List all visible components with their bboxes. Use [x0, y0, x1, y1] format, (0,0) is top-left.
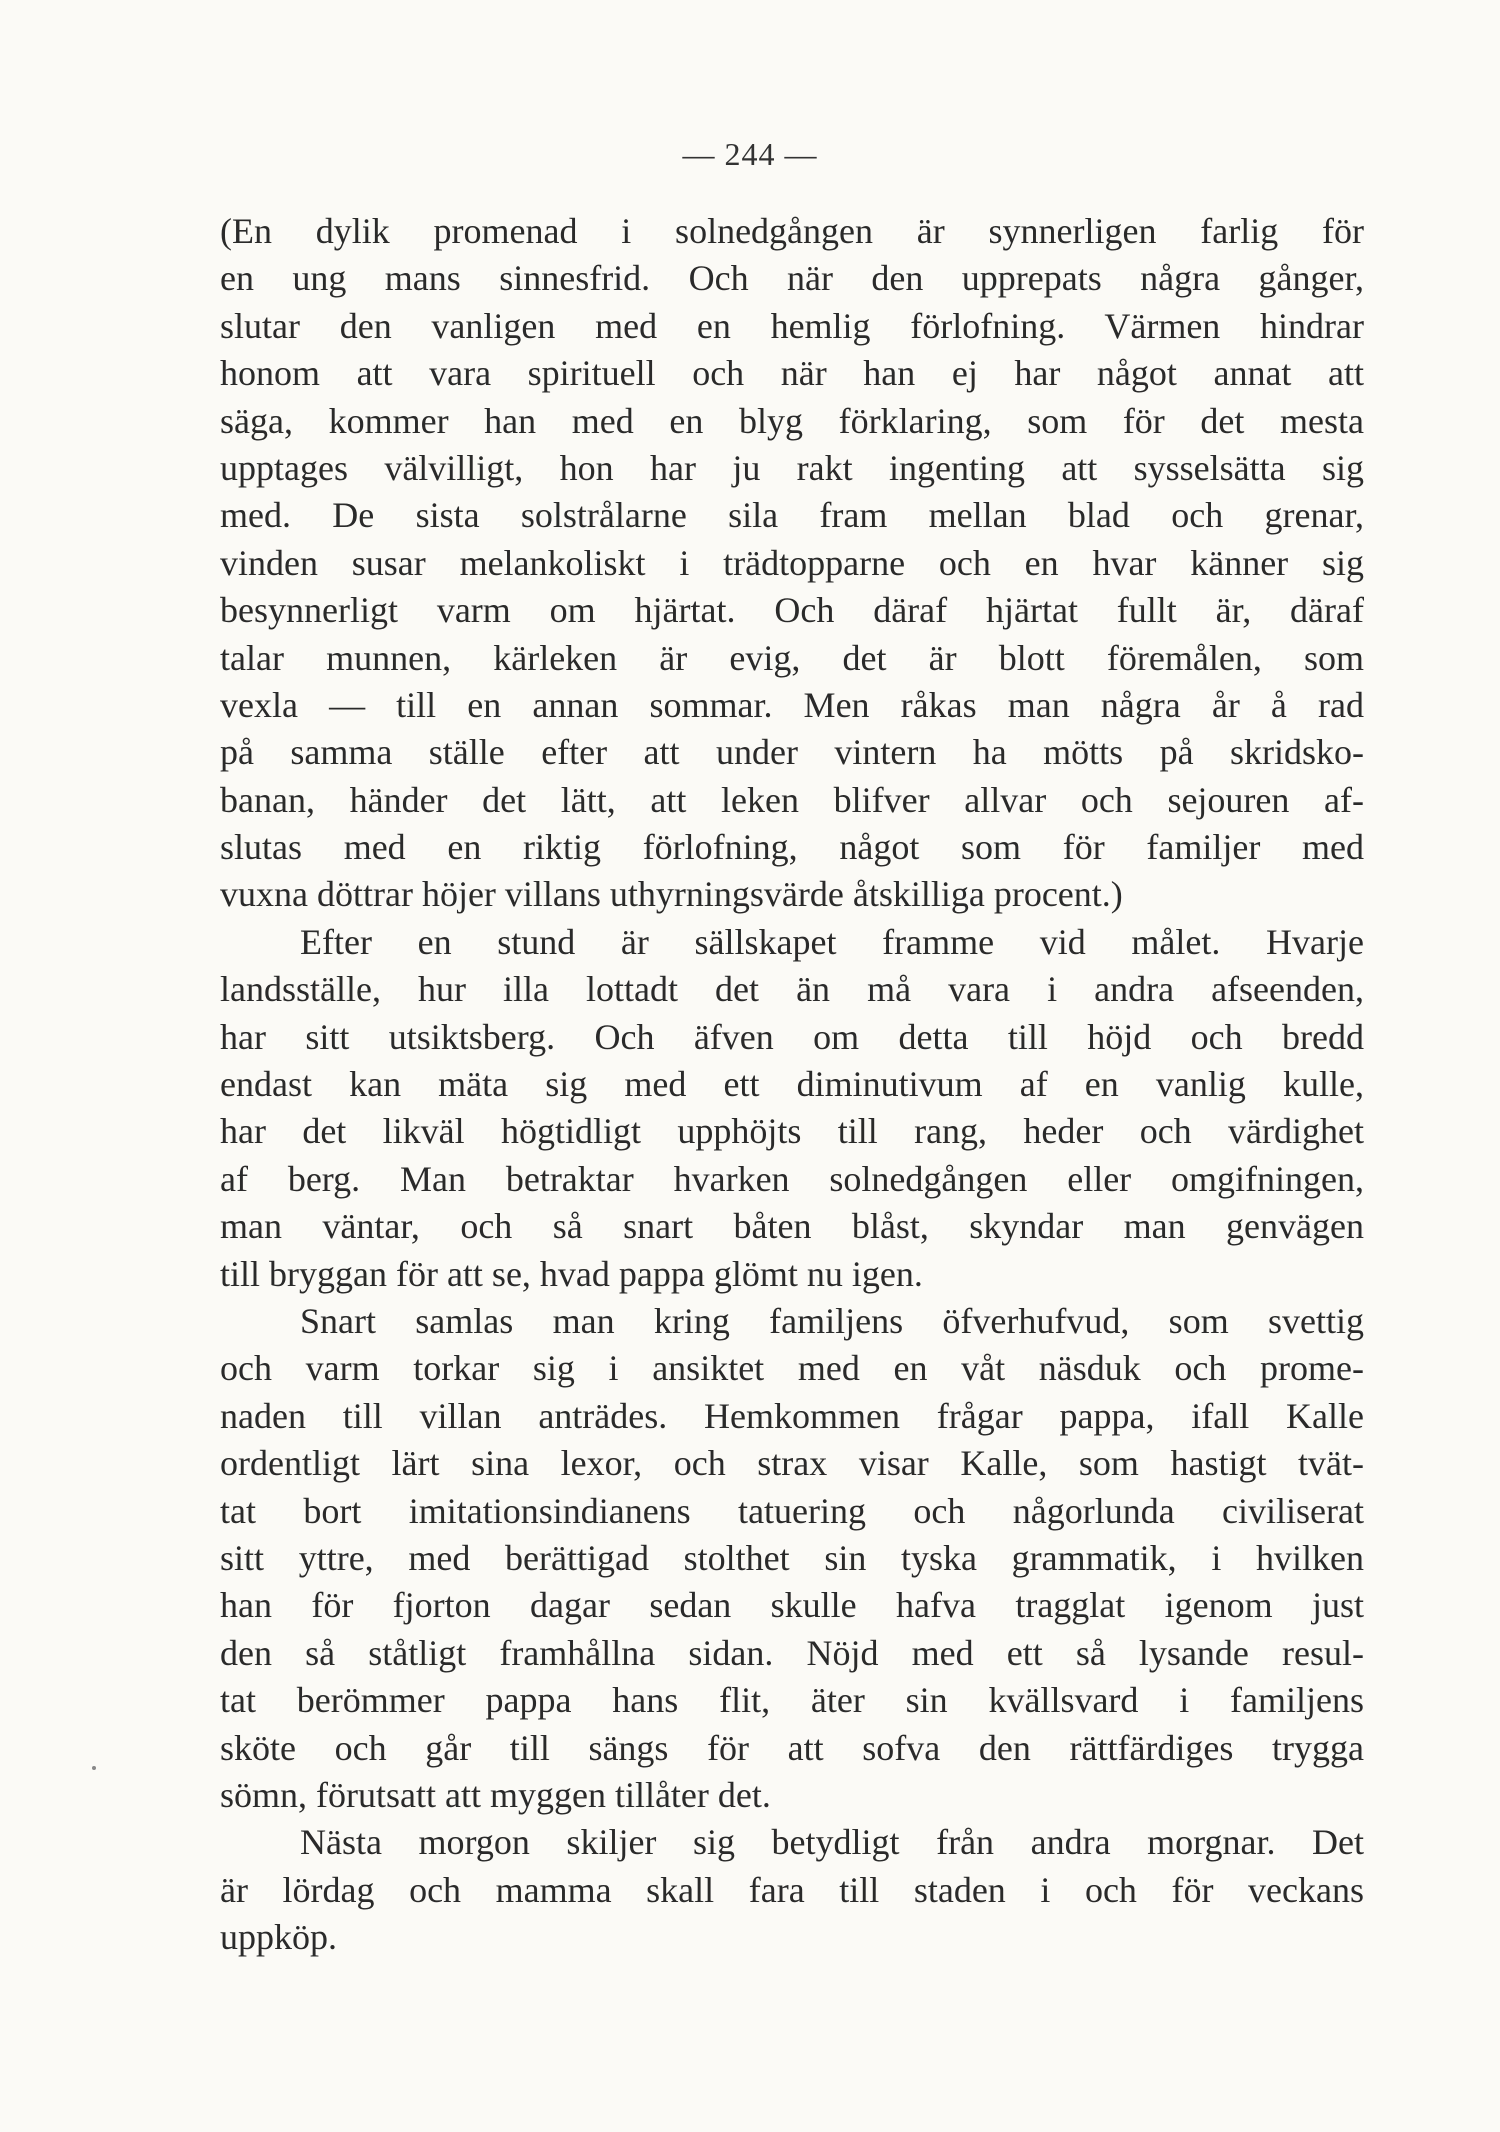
text-line: slutas med en riktig förlofning, något som för familjer med — [220, 827, 1364, 868]
text-line: har det likväl högtidligt upphöjts till rang, heder och värdighet — [220, 1111, 1364, 1152]
text-line: på samma ställe efter att under vintern ha mötts på skridsko- — [220, 732, 1364, 773]
text-line: af berg. Man betraktar hvarken solnedgången eller omgifningen, — [220, 1158, 1364, 1199]
text-line: han för fjorton dagar sedan skulle hafva tragglat igenom just — [220, 1585, 1364, 1626]
text-line: ordentligt lärt sina lexor, och strax visar Kalle, som hastigt tvät- — [220, 1443, 1364, 1484]
text-line: Nästa morgon skiljer sig betydligt från andra morgnar. Det — [300, 1822, 1364, 1863]
text-line: sköte och går till sängs för att sofva den rättfärdiges trygga — [220, 1727, 1364, 1768]
text-line: vuxna döttrar höjer villans uthyrningsvärde åtskilliga procent.) — [220, 874, 1123, 915]
text-line: slutar den vanligen med en hemlig förlofning. Värmen hindrar — [220, 305, 1364, 346]
text-line: den så ståtligt framhållna sidan. Nöjd med ett så lysande resul- — [220, 1632, 1364, 1673]
text-line: Snart samlas man kring familjens öfverhufvud, som svettig — [300, 1300, 1364, 1341]
text-line: endast kan mäta sig med ett diminutivum af en vanlig kulle, — [220, 1064, 1364, 1105]
text-line: en ung mans sinnesfrid. Och när den upprepats några gånger, — [220, 258, 1364, 299]
text-line: man väntar, och så snart båten blåst, skyndar man genvägen — [220, 1206, 1364, 1247]
text-line: upptages välvilligt, hon har ju rakt ingenting att sysselsätta sig — [220, 447, 1364, 488]
text-line: (En dylik promenad i solnedgången är synnerligen farlig för — [220, 211, 1364, 251]
text-line: och varm torkar sig i ansiktet med en våt näsduk och prome- — [220, 1348, 1364, 1389]
text-line: vinden susar melankoliskt i trädtopparne och en hvar känner sig — [220, 542, 1364, 583]
text-line: naden till villan anträdes. Hemkommen frågar pappa, ifall Kalle — [220, 1395, 1364, 1436]
text-line: landsställe, hur illa lottadt det än må vara i andra afseenden, — [220, 969, 1364, 1010]
text-line: besynnerligt varm om hjärtat. Och däraf hjärtat fullt är, däraf — [220, 590, 1364, 631]
text-line: banan, händer det lätt, att leken blifver allvar och sejouren af- — [220, 779, 1364, 820]
page-number: — 244 — — [682, 136, 818, 172]
text-line: sömn, förutsatt att myggen tillåter det. — [220, 1774, 771, 1815]
text-line: tat bort imitationsindianens tatuering och någorlunda civiliserat — [220, 1490, 1364, 1531]
text-line: tat berömmer pappa hans flit, äter sin kvällsvard i familjens — [220, 1680, 1364, 1721]
text-line: honom att vara spirituell och när han ej har något annat att — [220, 353, 1364, 394]
text-line: sitt yttre, med berättigad stolthet sin tyska grammatik, i hvilken — [220, 1537, 1364, 1578]
text-line: är lördag och mamma skall fara till staden i och för veckans — [220, 1869, 1364, 1910]
text-line: Efter en stund är sällskapet framme vid målet. Hvarje — [300, 921, 1364, 962]
margin-speck — [92, 1766, 96, 1770]
text-line: talar munnen, kärleken är evig, det är blott föremålen, som — [220, 637, 1364, 678]
text-line: med. De sista solstrålarne sila fram mellan blad och grenar, — [220, 495, 1364, 536]
text-line: till bryggan för att se, hvad pappa glömt nu igen. — [220, 1253, 923, 1294]
text-line: vexla — till en annan sommar. Men råkas man några år å rad — [220, 684, 1364, 725]
body-text — [220, 208, 1364, 1961]
text-line: har sitt utsiktsberg. Och äfven om detta till höjd och bredd — [220, 1016, 1364, 1057]
text-line: uppköp. — [220, 1917, 337, 1958]
text-line: säga, kommer han med en blyg förklaring, som för det mesta — [220, 400, 1364, 441]
